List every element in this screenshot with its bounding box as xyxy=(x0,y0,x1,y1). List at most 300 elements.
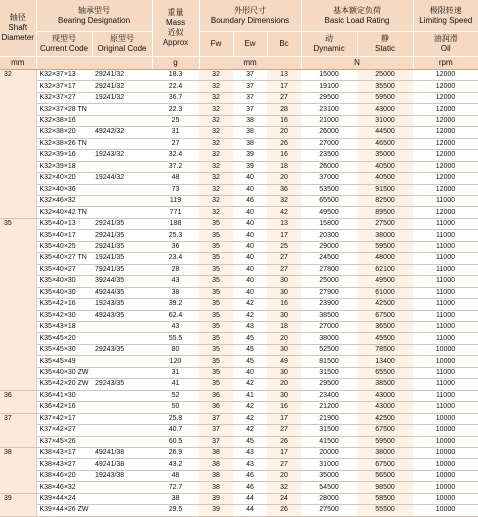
oil-speed-cell: 12000 xyxy=(413,92,478,103)
mass-cell: 28 xyxy=(152,264,199,275)
bc-cell: 20 xyxy=(267,127,301,138)
table-row xyxy=(0,413,478,424)
bc-cell: 16 xyxy=(267,299,301,310)
ew-cell: 40 xyxy=(233,207,267,218)
fw-cell: 35 xyxy=(199,287,233,298)
ew-cell: 40 xyxy=(233,184,267,195)
ew-cell: 39 xyxy=(233,150,267,161)
original-code-cell xyxy=(92,207,152,218)
original-code-cell xyxy=(92,425,152,436)
current-code-cell: K39×44×26 ZW xyxy=(36,505,92,516)
fw-cell: 32 xyxy=(199,138,233,149)
bc-cell: 36 xyxy=(267,184,301,195)
header-diameter: 轴径 Shaft Diameter xyxy=(0,0,36,57)
ew-cell: 37 xyxy=(233,70,267,81)
fw-cell: 32 xyxy=(199,104,233,115)
table-row xyxy=(0,207,478,218)
current-code-cell: K38×46×20 xyxy=(36,470,92,481)
unit-mass: g xyxy=(152,57,199,70)
table-row xyxy=(0,115,478,126)
bc-cell: 42 xyxy=(267,207,301,218)
fw-cell: 35 xyxy=(199,379,233,390)
original-code-cell: 19241/35 xyxy=(92,253,152,264)
bc-cell: 16 xyxy=(267,150,301,161)
oil-speed-cell: 12000 xyxy=(413,161,478,172)
ew-cell: 46 xyxy=(233,470,267,481)
current-code-cell: K37×42×17 xyxy=(36,413,92,424)
static-load-cell: 91500 xyxy=(357,184,413,195)
static-load-cell: 78500 xyxy=(357,344,413,355)
bc-cell: 30 xyxy=(267,287,301,298)
mass-cell: 52 xyxy=(152,390,199,401)
bc-cell: 17 xyxy=(267,413,301,424)
current-code-cell: K32×39×18 xyxy=(36,161,92,172)
table-row xyxy=(0,287,478,298)
dynamic-load-cell: 27900 xyxy=(301,287,357,298)
current-code-cell: K35×40×30 ZW xyxy=(36,367,92,378)
ew-cell: 45 xyxy=(233,344,267,355)
ew-cell: 44 xyxy=(233,493,267,504)
static-load-cell: 82500 xyxy=(357,195,413,206)
current-code-cell: K32×40×20 xyxy=(36,173,92,184)
mass-cell: 27 xyxy=(152,138,199,149)
fw-cell: 37 xyxy=(199,436,233,447)
original-code-cell: 19243/38 xyxy=(92,470,152,481)
fw-cell: 32 xyxy=(199,195,233,206)
dynamic-load-cell: 23500 xyxy=(301,150,357,161)
static-load-cell: 65500 xyxy=(357,367,413,378)
oil-speed-cell: 12000 xyxy=(413,207,478,218)
fw-cell: 38 xyxy=(199,482,233,493)
dynamic-load-cell: 52500 xyxy=(301,344,357,355)
header-original-code: 原型号 Original Code xyxy=(92,32,152,57)
unit-speed: rpm xyxy=(413,57,478,70)
current-code-cell: K36×41×30 xyxy=(36,390,92,401)
mass-cell: 39.2 xyxy=(152,299,199,310)
original-code-cell xyxy=(92,356,152,367)
dynamic-load-cell: 27800 xyxy=(301,264,357,275)
current-code-cell: K37×42×27 xyxy=(36,425,92,436)
ew-cell: 45 xyxy=(233,333,267,344)
dynamic-load-cell: 41500 xyxy=(301,436,357,447)
current-code-cell: K32×38×20 xyxy=(36,127,92,138)
dynamic-load-cell: 53500 xyxy=(301,184,357,195)
ew-cell: 46 xyxy=(233,195,267,206)
bc-cell: 20 xyxy=(267,470,301,481)
mass-cell: 43 xyxy=(152,276,199,287)
mass-cell: 38 xyxy=(152,493,199,504)
ew-cell: 40 xyxy=(233,287,267,298)
fw-cell: 38 xyxy=(199,447,233,458)
static-load-cell: 59500 xyxy=(357,241,413,252)
oil-speed-cell: 10000 xyxy=(413,470,478,481)
table-row xyxy=(0,333,478,344)
ew-cell: 40 xyxy=(233,218,267,229)
mass-cell: 23.4 xyxy=(152,253,199,264)
static-load-cell: 61000 xyxy=(357,287,413,298)
ew-cell: 40 xyxy=(233,173,267,184)
table-row xyxy=(0,356,478,367)
table-row xyxy=(0,425,478,436)
dynamic-load-cell: 31500 xyxy=(301,367,357,378)
header-dynamic: 动 Dynamic xyxy=(301,32,357,57)
table-row xyxy=(0,253,478,264)
mass-cell: 29.5 xyxy=(152,505,199,516)
fw-cell: 37 xyxy=(199,413,233,424)
oil-speed-cell: 11000 xyxy=(413,218,478,229)
table-row xyxy=(0,173,478,184)
oil-speed-cell: 11000 xyxy=(413,367,478,378)
static-load-cell: 40500 xyxy=(357,161,413,172)
current-code-cell: K35×42×30 xyxy=(36,310,92,321)
oil-speed-cell: 12000 xyxy=(413,138,478,149)
ew-cell: 37 xyxy=(233,92,267,103)
original-code-cell: 19243/35 xyxy=(92,299,152,310)
oil-speed-cell: 11000 xyxy=(413,264,478,275)
oil-speed-cell: 10000 xyxy=(413,505,478,516)
oil-speed-cell: 12000 xyxy=(413,173,478,184)
oil-speed-cell: 10000 xyxy=(413,459,478,470)
original-code-cell xyxy=(92,195,152,206)
fw-cell: 32 xyxy=(199,161,233,172)
bc-cell: 30 xyxy=(267,344,301,355)
dynamic-load-cell: 29500 xyxy=(301,379,357,390)
original-code-cell: 19241/32 xyxy=(92,92,152,103)
current-code-cell: K35×40×27 xyxy=(36,264,92,275)
fw-cell: 35 xyxy=(199,356,233,367)
bc-cell: 27 xyxy=(267,264,301,275)
current-code-cell: K32×37×17 xyxy=(36,81,92,92)
shaft-diameter-cell: 38 xyxy=(0,447,36,493)
bc-cell: 30 xyxy=(267,276,301,287)
static-load-cell: 43000 xyxy=(357,104,413,115)
bc-cell: 17 xyxy=(267,230,301,241)
mass-cell: 22.3 xyxy=(152,104,199,115)
original-code-cell xyxy=(92,390,152,401)
dynamic-load-cell: 20000 xyxy=(301,447,357,458)
oil-speed-cell: 10000 xyxy=(413,344,478,355)
original-code-cell xyxy=(92,104,152,115)
dynamic-load-cell: 28000 xyxy=(301,493,357,504)
static-load-cell: 49500 xyxy=(357,276,413,287)
oil-speed-cell: 11000 xyxy=(413,333,478,344)
fw-cell: 35 xyxy=(199,299,233,310)
ew-cell: 39 xyxy=(233,161,267,172)
fw-cell: 32 xyxy=(199,207,233,218)
current-code-cell: K35×40×30 xyxy=(36,287,92,298)
original-code-cell: 49242/32 xyxy=(92,127,152,138)
ew-cell: 41 xyxy=(233,390,267,401)
dynamic-load-cell: 31000 xyxy=(301,459,357,470)
bc-cell: 13 xyxy=(267,70,301,81)
oil-speed-cell: 12000 xyxy=(413,115,478,126)
current-code-cell: K35×45×49 xyxy=(36,356,92,367)
bc-cell: 20 xyxy=(267,333,301,344)
bc-cell: 18 xyxy=(267,321,301,332)
original-code-cell: 29243/35 xyxy=(92,344,152,355)
original-code-cell: 19244/32 xyxy=(92,173,152,184)
bc-cell: 17 xyxy=(267,81,301,92)
static-load-cell: 38000 xyxy=(357,230,413,241)
original-code-cell xyxy=(92,493,152,504)
bc-cell: 26 xyxy=(267,505,301,516)
static-load-cell: 59500 xyxy=(357,92,413,103)
original-code-cell xyxy=(92,436,152,447)
dynamic-load-cell: 38500 xyxy=(301,310,357,321)
bc-cell: 27 xyxy=(267,253,301,264)
table-row xyxy=(0,230,478,241)
dynamic-load-cell: 27500 xyxy=(301,505,357,516)
fw-cell: 32 xyxy=(199,115,233,126)
table-row xyxy=(0,470,478,481)
original-code-cell xyxy=(92,367,152,378)
mass-cell: 80 xyxy=(152,344,199,355)
fw-cell: 35 xyxy=(199,276,233,287)
original-code-cell: 49244/35 xyxy=(92,287,152,298)
fw-cell: 38 xyxy=(199,459,233,470)
shaft-diameter-cell: 36 xyxy=(0,390,36,413)
mass-cell: 40.7 xyxy=(152,425,199,436)
dynamic-load-cell: 15800 xyxy=(301,218,357,229)
current-code-cell: K32×37×28 TN xyxy=(36,104,92,115)
dynamic-load-cell: 24500 xyxy=(301,253,357,264)
static-load-cell: 36500 xyxy=(357,321,413,332)
header-current-code: 现型号 Current Code xyxy=(36,32,92,57)
static-load-cell: 38000 xyxy=(357,447,413,458)
ew-cell: 45 xyxy=(233,436,267,447)
ew-cell: 42 xyxy=(233,402,267,413)
shaft-diameter-cell: 32 xyxy=(0,70,36,219)
mass-cell: 25.8 xyxy=(152,413,199,424)
ew-cell: 37 xyxy=(233,81,267,92)
static-load-cell: 40500 xyxy=(357,173,413,184)
oil-speed-cell: 11000 xyxy=(413,230,478,241)
dynamic-load-cell: 25000 xyxy=(301,276,357,287)
fw-cell: 35 xyxy=(199,230,233,241)
current-code-cell: K38×43×27 xyxy=(36,459,92,470)
current-code-cell: K35×43×18 xyxy=(36,321,92,332)
unit-load: N xyxy=(301,57,413,70)
oil-speed-cell: 12000 xyxy=(413,81,478,92)
current-code-cell: K35×40×13 xyxy=(36,218,92,229)
original-code-cell xyxy=(92,482,152,493)
ew-cell: 46 xyxy=(233,482,267,493)
current-code-cell: K35×42×16 xyxy=(36,299,92,310)
oil-speed-cell: 11000 xyxy=(413,299,478,310)
header-load-rating: 基本额定负荷 Basic Load Rating xyxy=(301,0,413,32)
header-speed: 极限转速 Limiting Speed xyxy=(413,0,478,32)
bc-cell: 24 xyxy=(267,493,301,504)
table-row xyxy=(0,218,478,229)
bc-cell: 13 xyxy=(267,218,301,229)
dynamic-load-cell: 27000 xyxy=(301,321,357,332)
mass-cell: 25 xyxy=(152,115,199,126)
table-row xyxy=(0,127,478,138)
bc-cell: 30 xyxy=(267,310,301,321)
mass-cell: 36 xyxy=(152,241,199,252)
dynamic-load-cell: 27000 xyxy=(301,138,357,149)
original-code-cell: 49241/38 xyxy=(92,447,152,458)
current-code-cell: K32×46×32 xyxy=(36,195,92,206)
oil-speed-cell: 11000 xyxy=(413,402,478,413)
current-code-cell: K35×40×27 TN xyxy=(36,253,92,264)
static-load-cell: 31000 xyxy=(357,115,413,126)
oil-speed-cell: 12000 xyxy=(413,150,478,161)
dynamic-load-cell: 35000 xyxy=(301,470,357,481)
static-load-cell: 55500 xyxy=(357,505,413,516)
fw-cell: 32 xyxy=(199,127,233,138)
header-designation: 轴承型号 Bearing Designation xyxy=(36,0,152,32)
ew-cell: 42 xyxy=(233,425,267,436)
original-code-cell: 39244/35 xyxy=(92,276,152,287)
shaft-diameter-cell: 35 xyxy=(0,218,36,390)
fw-cell: 32 xyxy=(199,92,233,103)
table-row xyxy=(0,92,478,103)
original-code-cell: 49243/35 xyxy=(92,310,152,321)
mass-cell: 22.4 xyxy=(152,81,199,92)
dynamic-load-cell: 20300 xyxy=(301,230,357,241)
table-row xyxy=(0,264,478,275)
ew-cell: 37 xyxy=(233,104,267,115)
dynamic-load-cell: 23900 xyxy=(301,299,357,310)
dynamic-load-cell: 21000 xyxy=(301,115,357,126)
original-code-cell: 49241/38 xyxy=(92,459,152,470)
static-load-cell: 59500 xyxy=(357,436,413,447)
ew-cell: 42 xyxy=(233,379,267,390)
static-load-cell: 46500 xyxy=(357,138,413,149)
current-code-cell: K38×43×17 xyxy=(36,447,92,458)
mass-cell: 25.3 xyxy=(152,230,199,241)
table-body xyxy=(0,70,478,517)
static-load-cell: 35500 xyxy=(357,81,413,92)
ew-cell: 40 xyxy=(233,230,267,241)
bc-cell: 20 xyxy=(267,379,301,390)
mass-cell: 18.3 xyxy=(152,70,199,81)
table-row xyxy=(0,150,478,161)
original-code-cell: 29241/35 xyxy=(92,230,152,241)
current-code-cell: K32×37×27 xyxy=(36,92,92,103)
dynamic-load-cell: 54500 xyxy=(301,482,357,493)
bc-cell: 49 xyxy=(267,356,301,367)
oil-speed-cell: 11000 xyxy=(413,253,478,264)
bc-cell: 26 xyxy=(267,436,301,447)
mass-cell: 41 xyxy=(152,379,199,390)
oil-speed-cell: 11000 xyxy=(413,195,478,206)
oil-speed-cell: 11000 xyxy=(413,390,478,401)
header-static: 静 Static xyxy=(357,32,413,57)
mass-cell: 43.2 xyxy=(152,459,199,470)
mass-cell: 188 xyxy=(152,218,199,229)
table-row xyxy=(0,104,478,115)
fw-cell: 39 xyxy=(199,493,233,504)
mass-cell: 50 xyxy=(152,402,199,413)
oil-speed-cell: 11000 xyxy=(413,321,478,332)
static-load-cell: 38500 xyxy=(357,379,413,390)
bc-cell: 32 xyxy=(267,195,301,206)
static-load-cell: 42500 xyxy=(357,299,413,310)
header-oil: 油润滑 Oil xyxy=(413,32,478,57)
table-row xyxy=(0,184,478,195)
mass-cell: 48 xyxy=(152,470,199,481)
bc-cell: 27 xyxy=(267,425,301,436)
dynamic-load-cell: 26000 xyxy=(301,127,357,138)
static-load-cell: 42500 xyxy=(357,413,413,424)
original-code-cell xyxy=(92,402,152,413)
original-code-cell: 29243/35 xyxy=(92,379,152,390)
static-load-cell: 56500 xyxy=(357,470,413,481)
fw-cell: 35 xyxy=(199,253,233,264)
mass-cell: 31 xyxy=(152,367,199,378)
table-row xyxy=(0,505,478,516)
dynamic-load-cell: 37000 xyxy=(301,173,357,184)
bc-cell: 30 xyxy=(267,390,301,401)
static-load-cell: 13400 xyxy=(357,356,413,367)
fw-cell: 32 xyxy=(199,150,233,161)
table-row xyxy=(0,81,478,92)
ew-cell: 42 xyxy=(233,413,267,424)
original-code-cell: 29241/35 xyxy=(92,218,152,229)
oil-speed-cell: 10000 xyxy=(413,493,478,504)
static-load-cell: 48000 xyxy=(357,253,413,264)
unit-dimensions: mm xyxy=(199,57,301,70)
table-row xyxy=(0,402,478,413)
table-header xyxy=(0,0,478,70)
original-code-cell xyxy=(92,115,152,126)
header-bc: Bc xyxy=(267,32,301,57)
table-row xyxy=(0,321,478,332)
current-code-cell: K35×45×30 xyxy=(36,344,92,355)
mass-cell: 73 xyxy=(152,184,199,195)
dynamic-load-cell: 23100 xyxy=(301,104,357,115)
static-load-cell: 35000 xyxy=(357,150,413,161)
dynamic-load-cell: 21900 xyxy=(301,413,357,424)
bc-cell: 27 xyxy=(267,459,301,470)
fw-cell: 32 xyxy=(199,81,233,92)
dynamic-load-cell: 38000 xyxy=(301,333,357,344)
current-code-cell: K39×44×24 xyxy=(36,493,92,504)
table-row xyxy=(0,241,478,252)
mass-cell: 31 xyxy=(152,127,199,138)
shaft-diameter-cell: 39 xyxy=(0,493,36,516)
mass-cell: 62.4 xyxy=(152,310,199,321)
ew-cell: 40 xyxy=(233,276,267,287)
oil-speed-cell: 11000 xyxy=(413,287,478,298)
current-code-cell: K35×40×25 xyxy=(36,241,92,252)
original-code-cell xyxy=(92,184,152,195)
dynamic-load-cell: 26000 xyxy=(301,161,357,172)
fw-cell: 32 xyxy=(199,70,233,81)
fw-cell: 32 xyxy=(199,184,233,195)
dynamic-load-cell: 19100 xyxy=(301,81,357,92)
mass-cell: 26.9 xyxy=(152,447,199,458)
fw-cell: 36 xyxy=(199,402,233,413)
table-row xyxy=(0,367,478,378)
ew-cell: 42 xyxy=(233,310,267,321)
ew-cell: 38 xyxy=(233,138,267,149)
mass-cell: 36.7 xyxy=(152,92,199,103)
oil-speed-cell: 11000 xyxy=(413,241,478,252)
fw-cell: 35 xyxy=(199,310,233,321)
original-code-cell xyxy=(92,321,152,332)
oil-speed-cell: 10000 xyxy=(413,356,478,367)
table-row xyxy=(0,344,478,355)
bc-cell: 18 xyxy=(267,161,301,172)
static-load-cell: 98500 xyxy=(357,482,413,493)
static-load-cell: 43000 xyxy=(357,402,413,413)
original-code-cell xyxy=(92,138,152,149)
static-load-cell: 89500 xyxy=(357,207,413,218)
mass-cell: 771 xyxy=(152,207,199,218)
